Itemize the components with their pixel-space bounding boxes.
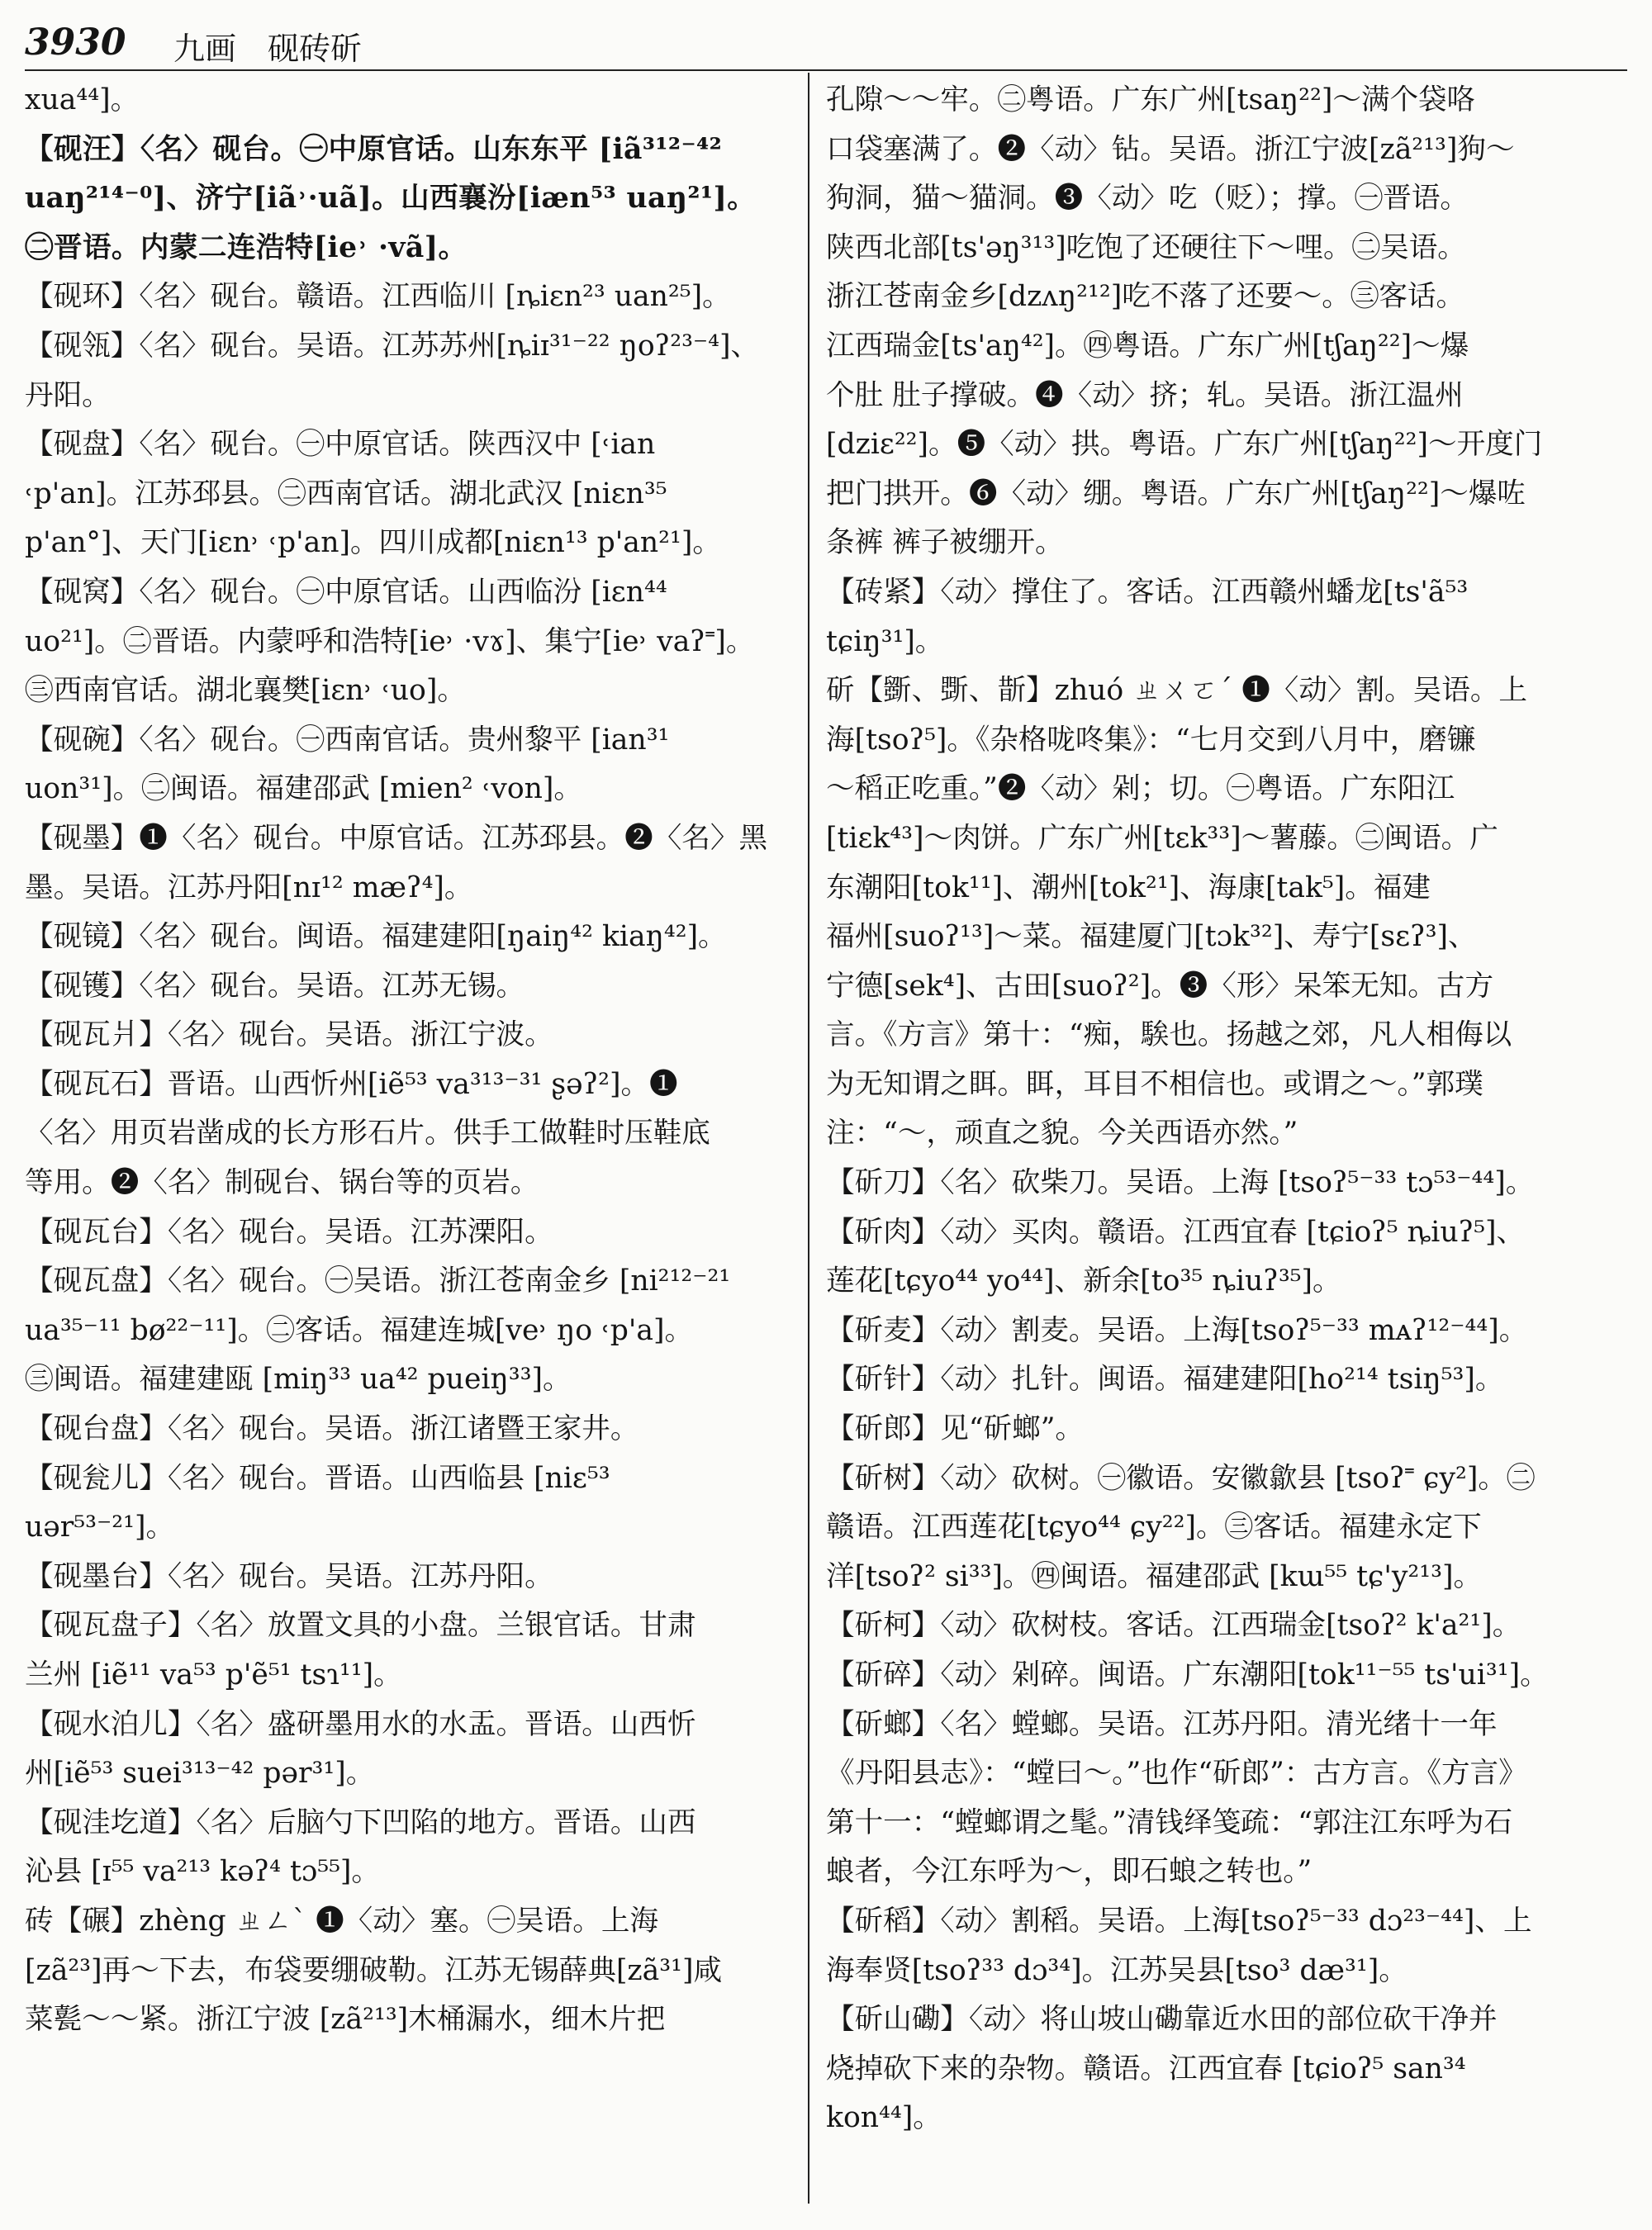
entry: 【斫螂】〈名〉螳螂。吴语。江苏丹阳。清光绪十一年 《丹阳县志》：“螳曰～。”也作“斫郎”：古方言。《方言》 第十一：“螳螂谓之髦。”清钱绎笺疏：“郭注江东呼为石 蜋者，今江东呼为～，即石蜋之转也。” xyxy=(826,1707,1527,1889)
entry: 【砖紧】〈动〉撑住了。客话。江西赣州蟠龙[ts'ã⁵³ tɕiŋ³¹]。 xyxy=(826,575,1469,658)
entry: 【砚水泊儿】〈名〉盛研墨用水的水盂。晋语。山西忻 州[iẽ⁵³ suei³¹³⁻⁴² pər³¹]。 xyxy=(25,1707,696,1791)
entry: 【斫柯】〈动〉砍树枝。客话。江西瑞金[tsoʔ² k'a²¹]。 xyxy=(826,1609,1521,1643)
entry: 【砚墨台】〈名〉砚台。吴语。江苏丹阳。 xyxy=(25,1559,553,1593)
entry: 【斫碎】〈动〉剁碎。闽语。广东潮阳[tok¹¹⁻⁵⁵ ts'ui³¹]。 xyxy=(826,1658,1549,1691)
right-column xyxy=(826,76,1627,2143)
entry: 【砚镜】〈名〉砚台。闽语。福建建阳[ŋaiŋ⁴² kiaŋ⁴²]。 xyxy=(25,920,727,954)
entry: 【砚台盘】〈名〉砚台。吴语。浙江诸暨王家井。 xyxy=(25,1412,639,1446)
page-number: 3930 xyxy=(25,21,126,64)
entry: 【砚盘】〈名〉砚台。㊀中原官话。陕西汉中 [˓ian ˓p'an]。江苏邳县。㊁西南官话。湖北武汉 [niɛn³⁵ p'an°]、天门[iɛn˒ ˓p'an]。四川成都[niɛn¹³ p'an²¹]。 xyxy=(25,428,721,560)
entry: 【斫肉】〈动〉买肉。赣语。江西宜春 [tɕioʔ⁵ ȵiuʔ⁵]、 莲花[tɕyo⁴⁴ yo⁴⁴]、新余[to³⁵ ȵiuʔ³⁵]。 xyxy=(826,1215,1526,1298)
entry: 【砚瓴】〈名〉砚台。吴语。江苏苏州[ȵiɪ³¹⁻²² ŋoʔ²³⁻⁴]、 丹阳。 xyxy=(25,329,760,412)
entry: 【斫刀】〈名〉砍柴刀。吴语。上海 [tsoʔ⁵⁻³³ tɔ⁵³⁻⁴⁴]。 xyxy=(826,1166,1535,1200)
entry: 【斫针】〈动〉扎针。闽语。福建建阳[ho²¹⁴ tsiŋ⁵³]。 xyxy=(826,1363,1504,1397)
entry: 【砚环】〈名〉砚台。赣语。江西临川 [ȵiɛn²³ uan²⁵]。 xyxy=(25,280,731,314)
entry: 【砚洼圪道】〈名〉后脑勺下凹陷的地方。晋语。山西 沁县 [ɪ⁵⁵ va²¹³ kəʔ⁴ tɔ⁵⁵]。 xyxy=(25,1805,696,1889)
entry: 【砚瓦石】晋语。山西忻州[iẽ⁵³ va³¹³⁻³¹ ʂəʔ²]。❶ 〈名〉用页岩凿成的长方形石片。供手工做鞋时压鞋底 等用。❷〈名〉制砚台、锅台等的页岩。 xyxy=(25,1067,710,1200)
entry: 【砚窝】〈名〉砚台。㊀中原官话。山西临汾 [iɛn⁴⁴ uo²¹]。㊁晋语。内蒙呼和浩特[ie˒ ·vɤ]、集宁[ie˒ vaʔ˭]。 ㊂西南官话。湖北襄樊[iɛn˒ ˓uo]。 xyxy=(25,575,755,708)
entry: 【砚瓦台】〈名〉砚台。吴语。江苏溧阳。 xyxy=(25,1215,553,1249)
entry: 孔隙～～牢。㊁粤语。广东广州[tsaŋ²²]～满个袋咯 口袋塞满了。❷〈动〉钻。吴语。浙江宁波[zã²¹³]狗～ 狗洞，猫～猫洞。❸〈动〉吃（贬）；撑。㊀晋语。 陕西北部[ts'əŋ³¹³]吃饱了还硬往下～哩。㊁吴语。 浙江苍南金乡[dzʌŋ²¹²]吃不落了还要～。㊂客话。 江西瑞金[ts'aŋ⁴²]。㊃粤语。广东广州[tʃaŋ²²]～爆 个肚 肚子撑破。❹〈动〉挤；轧。吴语。浙江温州 [dziɛ²²]。❺〈动〉拱。粤语。广东广州[tʃaŋ²²]～开度门 把门拱开。❻〈动〉绷。粤语。广东广州[tʃaŋ²²]～爆咗 条裤 裤子被绷开。 xyxy=(826,83,1543,560)
entry: 【砚汪】〈名〉砚台。㊀中原官话。山东东平 [iã³¹²⁻⁴² uaŋ²¹⁴⁻⁰]、济宁[iã˒·uã]。山西襄汾[iæn⁵³ uaŋ²¹]。 ㊁晋语。内蒙二连浩特[ie˒ ·vã]。 xyxy=(25,132,757,264)
page-header xyxy=(25,18,1627,71)
running-head: 九画 砚砖斫 xyxy=(173,31,363,67)
entry: 【砚瓦盘】〈名〉砚台。㊀吴语。浙江苍南金乡 [ni²¹²⁻²¹ ua³⁵⁻¹¹ bø²²⁻¹¹]。㊁客话。福建连城[ve˒ ŋo ˓p'a]。 ㊂闽语。福建建瓯 [miŋ³³ ua⁴² pueiŋ³³]。 xyxy=(25,1264,731,1397)
entry: 【砚墨】❶〈名〉砚台。中原官话。江苏邳县。❷〈名〉黑 墨。吴语。江苏丹阳[nɪ¹² mæʔ⁴]。 xyxy=(25,821,768,904)
entry: 【斫郎】见“斫螂”。 xyxy=(826,1412,1084,1446)
entry: xua⁴⁴]。 xyxy=(25,83,140,116)
entry: 【斫稻】〈动〉割稻。吴语。上海[tsoʔ⁵⁻³³ dɔ²³⁻⁴⁴]、上 海奉贤[tsoʔ³³ dɔ³⁴]。江苏吴县[tso³ dæ³¹]。 xyxy=(826,1904,1532,1987)
entry: 砖【碾】zhèng ㄓㄥˋ ❶〈动〉塞。㊀吴语。上海 [zã²³]再～下去，布袋要绷破勒。江苏无锡薛典[zã³¹]咸 菜甏～～紧。浙江宁波 [zã²¹³]木桶漏水，细木片把 xyxy=(25,1904,723,2037)
left-column xyxy=(25,76,822,2045)
entry: 【砚碗】〈名〉砚台。㊀西南官话。贵州黎平 [ian³¹ uon³¹]。㊁闽语。福建邵武 [mien² ˓von]。 xyxy=(25,723,670,806)
entry: 【砚瓦盘子】〈名〉放置文具的小盘。兰银官话。甘肃 兰州 [iẽ¹¹ va⁵³ p'ẽ⁵¹ tsɿ¹¹]。 xyxy=(25,1609,696,1691)
entry: 【砚瓦爿】〈名〉砚台。吴语。浙江宁波。 xyxy=(25,1018,553,1052)
entry: 【斫山磡】〈动〉将山坡山磡靠近水田的部位砍干净并 烧掉砍下来的杂物。赣语。江西宜春 [tɕioʔ⁵ san³⁴ kon⁴⁴]。 xyxy=(826,2003,1498,2135)
entry: 【斫树】〈动〉砍树。㊀徽语。安徽歙县 [tsoʔ˭ ɕy²]。㊁ 赣语。江西莲花[tɕyo⁴⁴ ɕy²²]。㊂客话。福建永定下 洋[tsoʔ² si³³]。㊃闽语。福建邵武 [kɯ⁵⁵ tɕ'y²¹³]。 xyxy=(826,1461,1536,1593)
entry: 【斫麦】〈动〉割麦。吴语。上海[tsoʔ⁵⁻³³ mᴀʔ¹²⁻⁴⁴]。 xyxy=(826,1313,1528,1347)
entry: 【砚瓮儿】〈名〉砚台。晋语。山西临县 [niɛ⁵³ uər⁵³⁻²¹]。 xyxy=(25,1461,610,1544)
entry: 【砚镬】〈名〉砚台。吴语。江苏无锡。 xyxy=(25,969,525,1003)
entry: 斫【斵、斲、斮】zhuó ㄓㄨㄛˊ ❶〈动〉割。吴语。上 海[tsoʔ⁵]。《杂格咙咚集》：“七月交到八月中，磨镰 ～稻正吃重。”❷〈动〉剁；切。㊀粤语。广东阳江 [tiɛk⁴³]～肉饼。广东广州[tɛk³³]～薯藤。㊁闽语。广 东潮阳[tok¹¹]、潮州[tok²¹]、海康[tak⁵]。福建 福州[suoʔ¹³]～菜。福建厦门[tɔk³²]、寿宁[sɛʔ³]、 宁德[sek⁴]、古田[suoʔ²]。❸〈形〉呆笨无知。古方 言。《方言》第十：“痴，騃也。扬越之郊，凡人相侮以 为无知谓之眲。眲，耳目不相信也。或谓之～。”郭璞 注：“～，顽直之貌。今关西语亦然。” xyxy=(826,674,1527,1151)
